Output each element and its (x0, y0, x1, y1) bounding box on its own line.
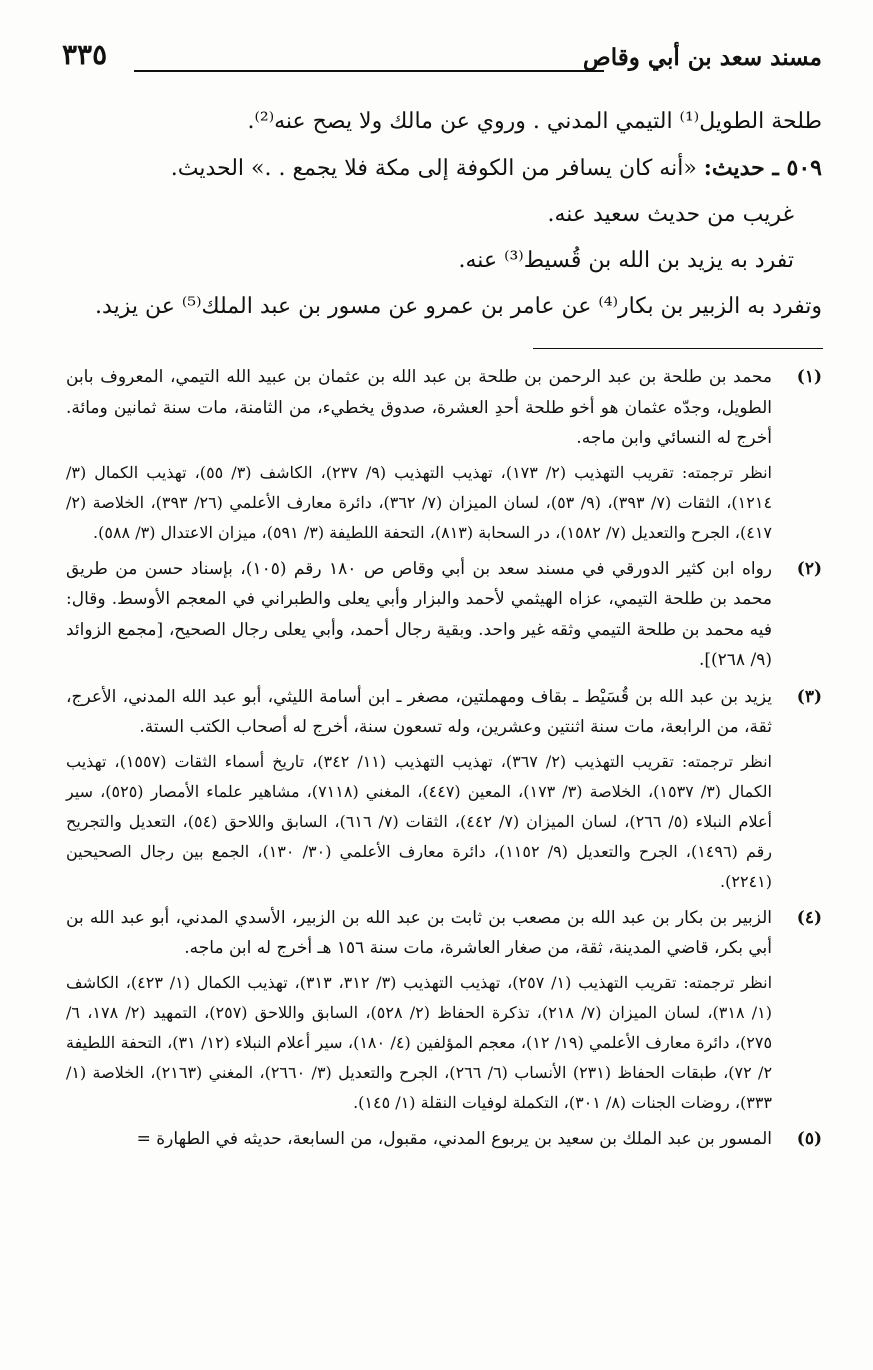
footnote-text: الزبير بن بكار بن عبد الله بن مصعب بن ثابت بن عبد الله بن الزبير، الأسدي المدني، أبو عبد الله بن أبي بكر، قاضي المدينة، ثقة، من صغار العاشرة، مات سنة ١٥٦ هـ أخرج له ابن ماجه. (66, 907, 772, 958)
footnote-number: (٢) (796, 558, 822, 579)
footnote-text: محمد بن طلحة بن عبد الرحمن بن طلحة بن عبد الله بن عثمان بن عبيد الله التيمي، المعروف بابن الطويل، وجدّه عثمان هو أخو طلحة أحدِ العشرة، صدوق يخطيء، من الثامنة، مات سنة ثمانين ومائة. أخرج له النسائي وابن ماجه. (66, 367, 772, 448)
footnote-text: رواه ابن كثير الدورقي في مسند سعد بن أبي وقاص ص ١٨٠ رقم (١٠٥)، بإسناد حسن من طريق محمد بن طلحة التيمي، عزاه الهيثمي لأحمد والبزار وأبي يعلى والطبراني في المعجم الأوسط. وقال: فيه محمد بن طلحة التيمي وثقه غير واحد. وبقية رجال أحمد، وأبي يعلى رجال الصحيح، [مجمع الزوائد (٩/ ٢٦٨)]. (66, 558, 772, 670)
text-line: غريب من حديث سعيد عنه. (547, 202, 794, 227)
running-title: مسند سعد بن أبي وقاص (582, 44, 822, 71)
footnote (66, 362, 822, 548)
footnote-references: انظر ترجمته: تقريب التهذيب (٢/ ٣٦٧)، تهذيب التهذيب (١١/ ٣٤٢)، تاريخ أسماء الثقات (١٥٥٧)، تهذيب الكمال (٣/ ١٥٣٧)، الخلاصة (٣/ ١٧٣)، المعين (٤٤٧)، المغني (٧١١٨)، مشاهير علماء الأمصار (٥٢٥)، سير أعلام النبلاء (٥/ ٢٦٦)، لسان الميزان (٧/ ٤٤٢)، الثقات (٧/ ٦١٦)، السابق واللاحق (٥٤)، التعديل والتجريح رقم (١٤٩٦)، الجرح والتعديل (٩/ ١١٥٢)، دائرة معارف الأعلمي (٣٠/ ١٣٠)، الجمع بين رجال الصحيحين (٢٢٤١). (66, 751, 772, 891)
footnote-text: المسور بن عبد الملك بن سعيد بن يربوع المدني، مقبول، من السابعة، حديثه في الطهارة = (136, 1128, 772, 1149)
text-line: طلحة الطويل⁽¹⁾ التيمي المدني . وروي عن مالك ولا يصح عنه⁽²⁾. (247, 109, 822, 134)
footnote (66, 554, 822, 676)
footnote-number: (٤) (796, 907, 822, 928)
page-header (62, 30, 822, 86)
footnote-number: (٣) (796, 686, 822, 707)
footnote-references: انظر ترجمته: تقريب التهذيب (١/ ٢٥٧)، تهذيب التهذيب (٣/ ٣١٢، ٣١٣)، تهذيب الكمال (١/ ٤٢٣)، الكاشف (١/ ٣١٨)، لسان الميزان (٧/ ٢١٨)، تذكرة الحفاظ (٢/ ٥٢٨)، السابق واللاحق (٢٥٧)، التمهيد (٢/ ١٧٨، ٦/ ٢٧٥)، دائرة معارف الأعلمي (١٩/ ١٢)، معجم المؤلفين (٤/ ١٨٠)، سير أعلام النبلاء (١٢/ ٣١)، التحفة اللطيفة ٢/ ٧٢)، طبقات الحفاظ (٢٣١) الأنساب (٦/ ٢٦٦)، الجرح والتعديل (٣/ ٢٦٦٠)، المغني (٢١٦٣)، الخلاصة (١/ ٣٣٣)، روضات الجنات (٨/ ٣٠١)، التكملة لوفيات النقلة (١/ ١٤٥). (66, 972, 773, 1112)
hadith-text: «أنه كان يسافر من الكوفة إلى مكة فلا يجمع . .» الحديث. (170, 156, 704, 181)
footnote-separator (533, 348, 823, 349)
footnote-references: انظر ترجمته: تقريب التهذيب (٢/ ١٧٣)، تهذيب التهذيب (٩/ ٢٣٧)، الكاشف (٣/ ٥٥)، تهذيب الكمال (٣/ ١٢١٤)، الثقات (٧/ ٣٩٣)، (٩/ ٥٣)، لسان الميزان (٧/ ٣٦٢)، دائرة معارف الأعلمي (٢٦/ ٣٩٣)، الخلاصة (٢/ ٤١٧)، الجرح والتعديل (٧/ ١٥٨٢)، در السحابة (٨١٣)، التحفة اللطيفة (٣/ ٥٩١)، ميزان الاعتدال (٣/ ٥٨٨). (66, 462, 773, 542)
footnotes (66, 362, 822, 1160)
hadith-number: ٥٠٩ ـ حديث: (703, 155, 822, 181)
text-line: تفرد به يزيد بن الله بن قُسيط⁽³⁾ عنه. (458, 248, 794, 273)
hadith-line (80, 146, 822, 191)
main-text (80, 100, 822, 331)
footnote (66, 903, 822, 1118)
footnote (66, 1124, 822, 1155)
page-number: ٣٣٥ (62, 38, 108, 71)
footnote (66, 682, 822, 897)
footnote-number: (٥) (796, 1128, 822, 1149)
footnote-number: (١) (796, 367, 822, 387)
header-rule (134, 70, 604, 72)
footnote-text: يزيد بن عبد الله بن قُسَيْط ـ بقاف ومهملتين، مصغر ـ ابن أسامة الليثي، أبو عبد الله المدني، الأعرج، ثقة، من الرابعة، مات سنة اثنتين وعشرين، وله تسعون سنة، أخرج له أصحاب الكتب الستة. (66, 686, 772, 737)
text-line: وتفرد به الزبير بن بكار⁽⁴⁾ عن عامر بن عمرو عن مسور بن عبد الملك⁽⁵⁾ عن يزيد. (95, 294, 822, 319)
